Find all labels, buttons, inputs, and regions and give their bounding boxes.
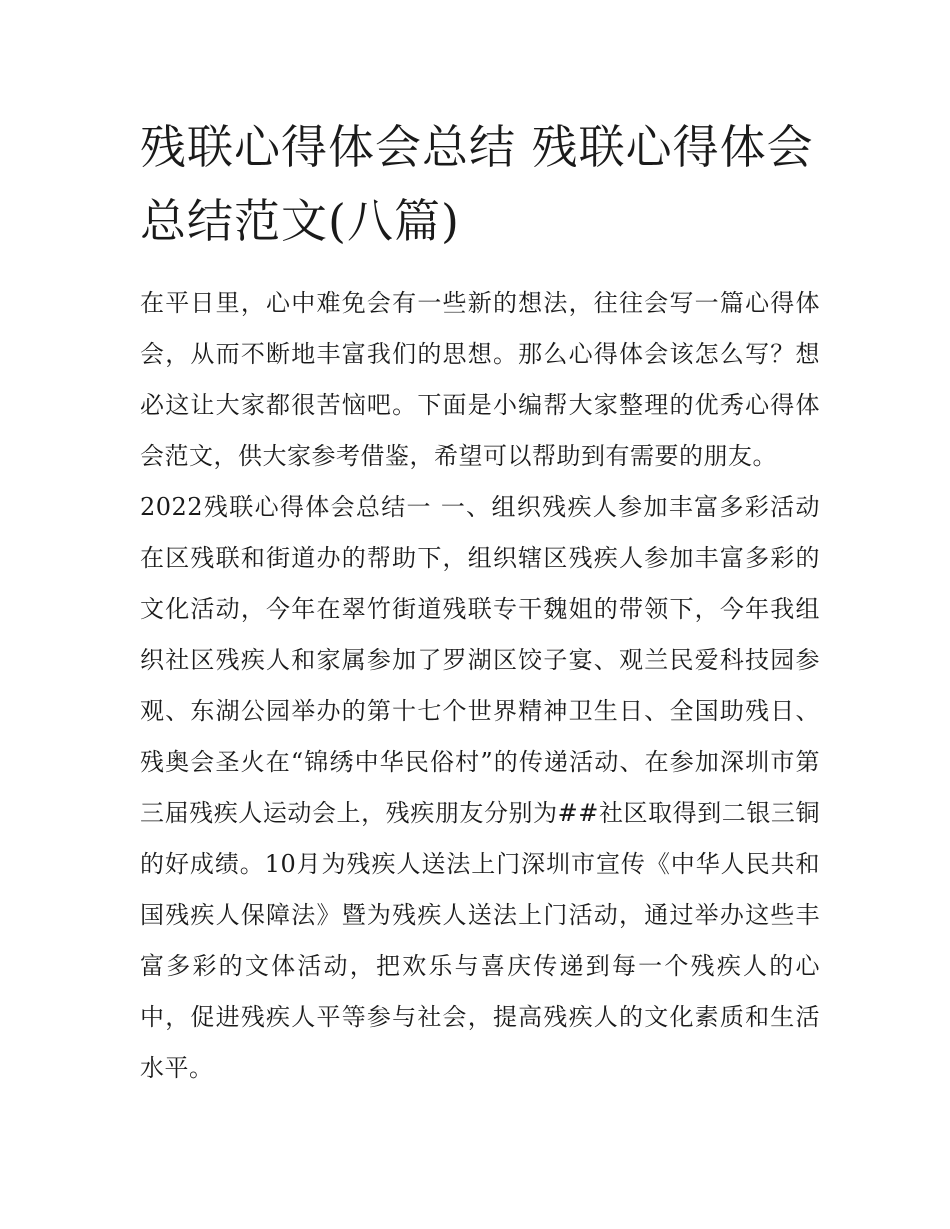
section-paragraph: 2022残联心得体会总结一 一、组织残疾人参加丰富多彩活动在区残联和街道办的帮助下，组织辖区残疾人参加丰富多彩的文化活动，今年在翠竹街道残联专干魏姐的带领下，今年我组织社区残疾人和家属参加了罗湖区饺子宴、观兰民爱科技园参观、东湖公园举办的第十七个世界精神卫生日、全国助残日、残奥会圣火在“锦绣中华民俗村”的传递活动、在参加深圳市第三届残疾人运动会上，残疾朋友分别为##社区取得到二银三铜的好成绩。10月为残疾人送法上门深圳市宣传《中华人民共和国残疾人保障法》暨为残疾人送法上门活动，通过举办这些丰富多彩的文体活动，把欢乐与喜庆传递到每一个残疾人的心中，促进残疾人平等参与社会，提高残疾人的文化素质和生活水平。 [140,493,820,1082]
document-title: 残联心得体会总结 残联心得体会总结范文(八篇) [140,120,814,248]
intro-paragraph: 在平日里，心中难免会有一些新的想法，往往会写一篇心得体会，从而不断地丰富我们的思想。那么心得体会该怎么写？想必这让大家都很苦恼吧。下面是小编帮大家整理的优秀心得体会范文，供大家参考借鉴，希望可以帮助到有需要的朋友。 [140,289,820,470]
document-page [140,110,820,1094]
